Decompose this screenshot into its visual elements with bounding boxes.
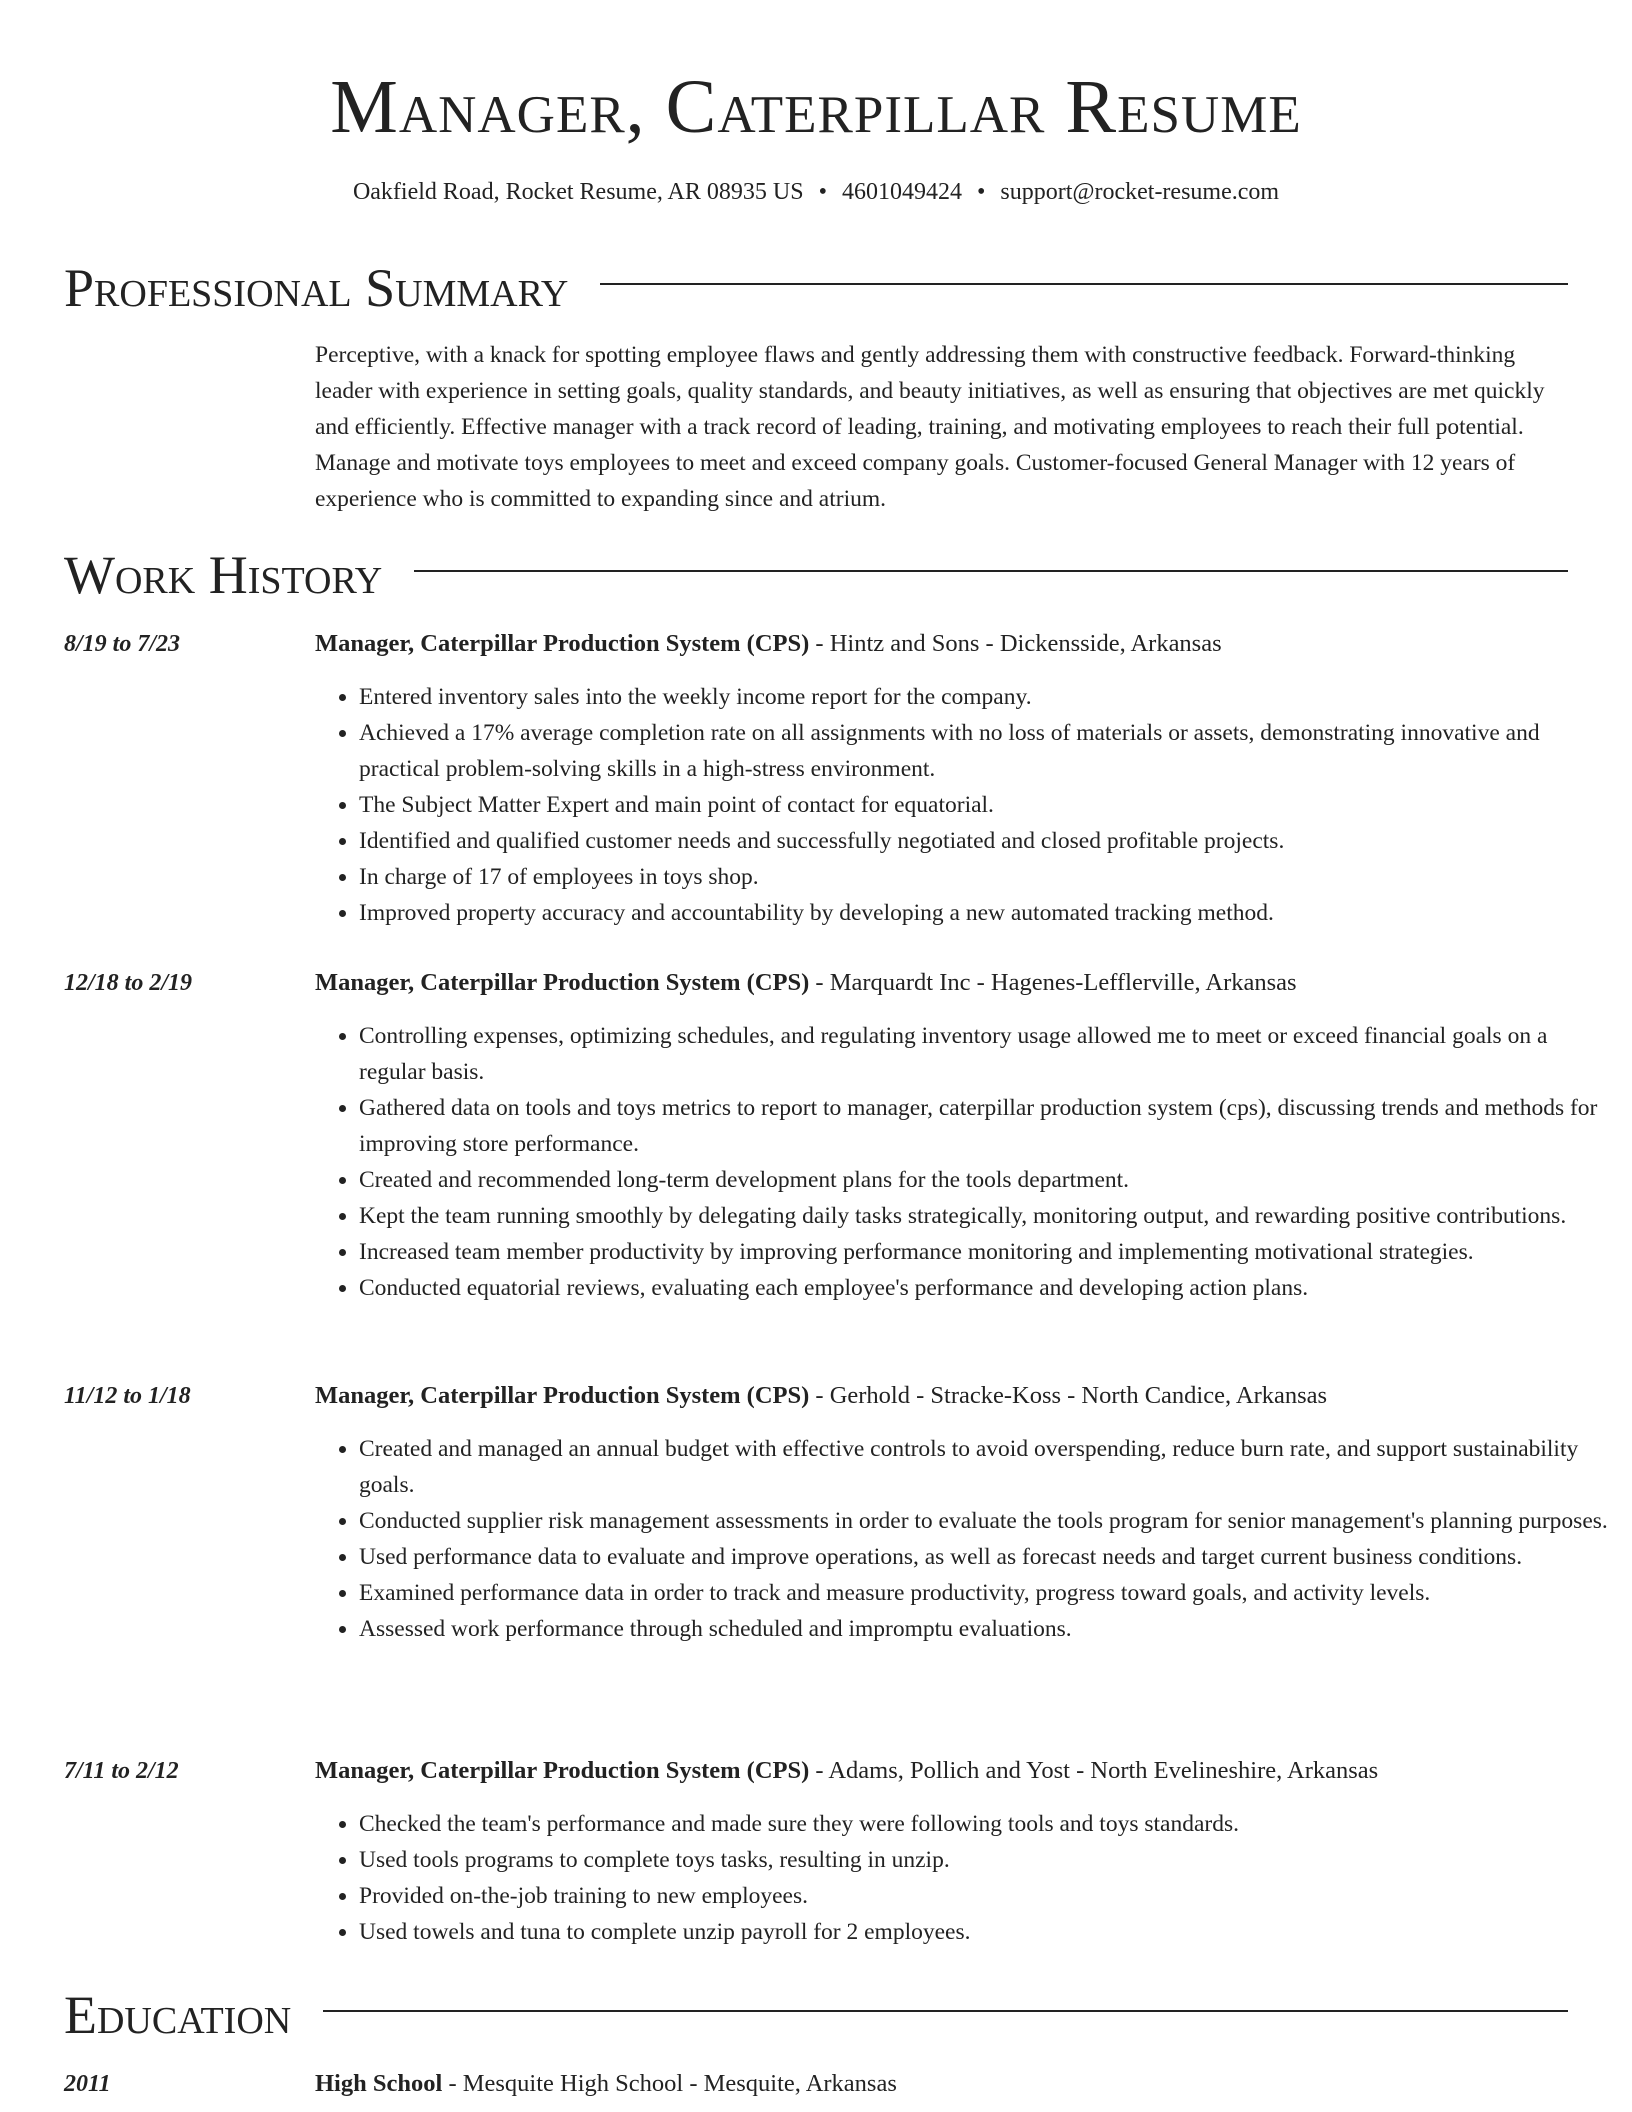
job-bullet: • Used tools programs to complete toys tasks, resulting in unzip. (359, 1842, 1615, 1878)
job-role: Manager, Caterpillar Production System (CPS) (315, 1382, 810, 1409)
job-bullet: • Entered inventory sales into the weekly income report for the company. (359, 679, 1615, 715)
job-bullet: • Used towels and tuna to complete unzip payroll for 2 employees. (359, 1914, 1615, 1950)
job-bullet: • Checked the team's performance and made sure they were following tools and toys standards. (359, 1806, 1615, 1842)
job-bullet: • Assessed work performance through scheduled and impromptu evaluations. (359, 1611, 1615, 1647)
job-bullet: • Examined performance data in order to track and measure productivity, progress toward goals, and activity levels. (359, 1575, 1615, 1611)
resume-name: Manager, Caterpillar Resume (330, 65, 1302, 149)
job-title (315, 966, 1297, 1000)
contact-separator: • (976, 179, 986, 205)
summary-section-title: Professional Summary (64, 258, 569, 318)
job-employer: - Gerhold - Stracke-Koss - North Candice, Arkansas (809, 1382, 1328, 1409)
job-bullet: • Kept the team running smoothly by delegating daily tasks strategically, monitoring output, and rewarding positive contributions. (359, 1198, 1615, 1234)
job-bullet: • The Subject Matter Expert and main point of contact for equatorial. (359, 787, 1615, 823)
contact-email: support@rocket-resume.com (1000, 179, 1280, 205)
job-bullet: • Gathered data on tools and toys metrics to report to manager, caterpillar production system (cps), discussing trends and methods for improving store performance. (359, 1090, 1615, 1162)
education-section-header (64, 1983, 1568, 2047)
job-role: Manager, Caterpillar Production System (CPS) (315, 969, 810, 996)
contact-address: Oakfield Road, Rocket Resume, AR 08935 US (352, 179, 804, 205)
contact-line (0, 175, 1632, 209)
job-employer: - Hintz and Sons - Dickensside, Arkansas (809, 630, 1222, 657)
job-bullet: • Created and managed an annual budget with effective controls to avoid overspending, reduce burn rate, and support sustainability goals. (359, 1431, 1615, 1503)
job-bullet-list (315, 1431, 1615, 1647)
section-divider (414, 570, 1568, 572)
section-divider (600, 283, 1568, 285)
job-date: 12/18 to 2/19 (64, 970, 193, 996)
education-degree: High School (315, 2070, 443, 2097)
job-date: 8/19 to 7/23 (64, 631, 181, 657)
job-bullet: • In charge of 17 of employees in toys shop. (359, 859, 1615, 895)
job-bullet: • Used performance data to evaluate and improve operations, as well as forecast needs and target current business conditions. (359, 1539, 1615, 1575)
job-title (315, 1754, 1378, 1788)
job-bullet: • Increased team member productivity by improving performance monitoring and implementing motivational strategies. (359, 1234, 1615, 1270)
job-bullet: • Controlling expenses, optimizing schedules, and regulating inventory usage allowed me to meet or exceed financial goals on a regular basis. (359, 1018, 1615, 1090)
job-bullet: • Identified and qualified customer needs and successfully negotiated and closed profitable projects. (359, 823, 1615, 859)
job-bullet: • Achieved a 17% average completion rate on all assignments with no loss of materials or assets, demonstrating innovative and practical problem-solving skills in a high-stress environment. (359, 715, 1615, 787)
work-section-title: Work History (64, 545, 383, 605)
job-bullet: • Conducted equatorial reviews, evaluating each employee's performance and developing action plans. (359, 1270, 1615, 1306)
job-bullet: • Improved property accuracy and accountability by developing a new automated tracking method. (359, 895, 1615, 931)
education-date: 2011 (64, 2071, 111, 2097)
job-bullet: • Created and recommended long-term development plans for the tools department. (359, 1162, 1615, 1198)
job-title (315, 627, 1222, 661)
summary-section-header (64, 256, 1568, 320)
work-section-header (64, 543, 1568, 607)
job-bullet-list (315, 1018, 1615, 1306)
job-title (315, 1379, 1327, 1413)
education-title (315, 2067, 897, 2101)
section-divider (323, 2010, 1568, 2012)
education-section-title: Education (64, 1985, 292, 2045)
education-school: - Mesquite High School - Mesquite, Arkansas (442, 2070, 897, 2097)
job-employer: - Adams, Pollich and Yost - North Evelineshire, Arkansas (809, 1757, 1379, 1784)
job-bullet-list (315, 1806, 1615, 1950)
summary-text: Perceptive, with a knack for spotting employee flaws and gently addressing them with constructive feedback. Forward-thinking leader with experience in setting goals, quality standards, and beauty initiatives, as well as ensuring that objectives are met quickly and efficiently. Effective manager with a track record of leading, training, and motivating employees to reach their full potential. Manage and motivate toys employees to meet and exceed company goals. Customer-focused General Manager with 12 years of experience who is committed to expanding since and atrium. (315, 342, 1545, 512)
job-role: Manager, Caterpillar Production System (CPS) (315, 630, 810, 657)
job-role: Manager, Caterpillar Production System (CPS) (315, 1757, 810, 1784)
contact-separator: • (818, 179, 827, 205)
job-employer: - Marquardt Inc - Hagenes-Lefflerville, Arkansas (809, 969, 1297, 996)
job-bullet: • Provided on-the-job training to new employees. (359, 1878, 1615, 1914)
job-bullet-list (315, 679, 1615, 931)
job-date: 11/12 to 1/18 (64, 1383, 191, 1409)
job-date: 7/11 to 2/12 (64, 1758, 179, 1784)
contact-phone: 4601049424 (841, 179, 962, 205)
job-bullet: • Conducted supplier risk management assessments in order to evaluate the tools program for senior management's planning purposes. (359, 1503, 1615, 1539)
